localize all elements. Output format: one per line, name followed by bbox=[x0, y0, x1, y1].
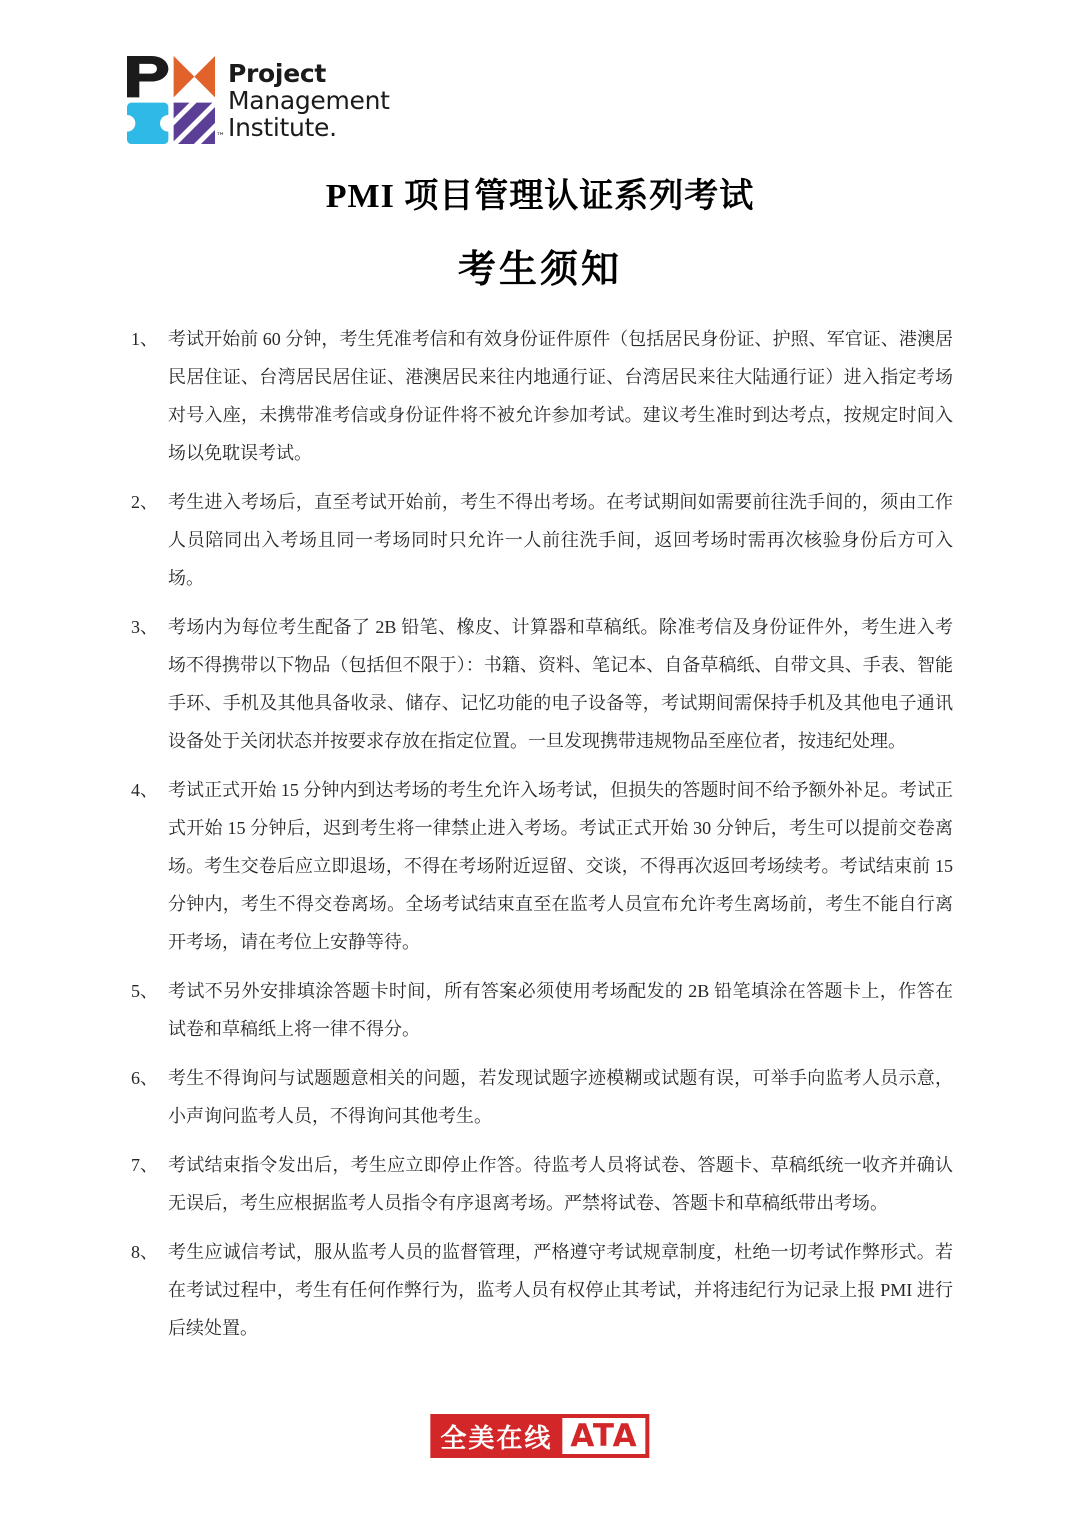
notice-item-1 bbox=[131, 320, 953, 472]
pmi-logo-line1: Project bbox=[228, 58, 327, 88]
notice-number: 6、 bbox=[131, 1068, 158, 1088]
notice-item-6 bbox=[131, 1059, 953, 1135]
notice-number: 4、 bbox=[131, 780, 158, 800]
ata-logo-latin: ATA bbox=[562, 1418, 645, 1454]
notice-number: 5、 bbox=[131, 981, 158, 1001]
notice-number: 1、 bbox=[131, 329, 158, 349]
notice-item-5 bbox=[131, 972, 953, 1048]
document-title: PMI 项目管理认证系列考试 bbox=[325, 178, 755, 215]
notice-text: 考生应诚信考试，服从监考人员的监督管理，严格遵守考试规章制度，杜绝一切考试作弊形式。若在考试过程中，考生有任何作弊行为，监考人员有权停止其考试，并将违纪行为记录上报 PMI 进行后续处置。 bbox=[168, 1242, 953, 1338]
notice-number: 2、 bbox=[131, 492, 158, 512]
notice-number: 8、 bbox=[131, 1242, 158, 1262]
notice-number: 7、 bbox=[131, 1155, 158, 1175]
notice-number: 3、 bbox=[131, 617, 158, 637]
ata-logo bbox=[430, 1414, 649, 1458]
notice-item-8 bbox=[131, 1233, 953, 1347]
notice-item-7 bbox=[131, 1146, 953, 1222]
pmi-logo-line2: Management bbox=[228, 85, 390, 115]
pmi-trademark: ™ bbox=[216, 132, 225, 142]
document-subtitle: 考生须知 bbox=[457, 249, 622, 291]
pmi-logo-icon bbox=[127, 56, 225, 144]
notice-text: 考试开始前 60 分钟，考生凭准考信和有效身份证件原件（包括居民身份证、护照、军官证、港澳居民居住证、台湾居民居住证、港澳居民来往内地通行证、台湾居民来往大陆通行证）进入指定考场对号入座，未携带准考信或身份证件将不被允许参加考试。建议考生准时到达考点，按规定时间入场以免耽误考试。 bbox=[168, 329, 953, 463]
notice-text: 考生不得询问与试题题意相关的问题，若发现试题字迹模糊或试题有误，可举手向监考人员示意，小声询问监考人员，不得询问其他考生。 bbox=[168, 1068, 953, 1126]
notice-text: 考试不另外安排填涂答题卡时间，所有答案必须使用考场配发的 2B 铅笔填涂在答题卡上，作答在试卷和草稿纸上将一律不得分。 bbox=[168, 981, 953, 1039]
pmi-logo-mark-svg bbox=[127, 56, 215, 144]
notice-list bbox=[131, 320, 953, 1358]
notice-text: 考试结束指令发出后，考生应立即停止作答。待监考人员将试卷、答题卡、草稿纸统一收齐并确认无误后，考生应根据监考人员指令有序退离考场。严禁将试卷、答题卡和草稿纸带出考场。 bbox=[168, 1155, 953, 1213]
notice-item-4 bbox=[131, 771, 953, 961]
notice-text: 考场内为每位考生配备了 2B 铅笔、橡皮、计算器和草稿纸。除准考信及身份证件外，考生进入考场不得携带以下物品（包括但不限于）：书籍、资料、笔记本、自备草稿纸、自带文具、手表、智能手环、手机及其他具备收录、储存、记忆功能的电子设备等，考试期间需保持手机及其他电子通讯设备处于关闭状态并按要求存放在指定位置。一旦发现携带违规物品至座位者，按违纪处理。 bbox=[168, 617, 953, 751]
notice-text: 考试正式开始 15 分钟内到达考场的考生允许入场考试，但损失的答题时间不给予额外补足。考试正式开始 15 分钟后，迟到考生将一律禁止进入考场。考试正式开始 30 分钟后，考生可以提前交卷离场。考生交卷后应立即退场，不得在考场附近逗留、交谈，不得再次返回考场续考。考试结束前 15 分钟内，考生不得交卷离场。全场考试结束直至在监考人员宣布允许考生离场前，考生不能自行离开考场，请在考位上安静等待。 bbox=[168, 780, 953, 952]
pmi-logo bbox=[127, 56, 390, 144]
notice-text: 考生进入考场后，直至考试开始前，考生不得出考场。在考试期间如需要前往洗手间的，须由工作人员陪同出入考场且同一考场同时只允许一人前往洗手间，返回考场时需再次核验身份后方可入场。 bbox=[168, 492, 953, 588]
pmi-logo-line3: Institute. bbox=[228, 112, 337, 142]
notice-item-2 bbox=[131, 483, 953, 597]
pmi-logo-text bbox=[228, 60, 390, 141]
notice-item-3 bbox=[131, 608, 953, 760]
ata-logo-chinese: 全美在线 bbox=[434, 1418, 562, 1454]
